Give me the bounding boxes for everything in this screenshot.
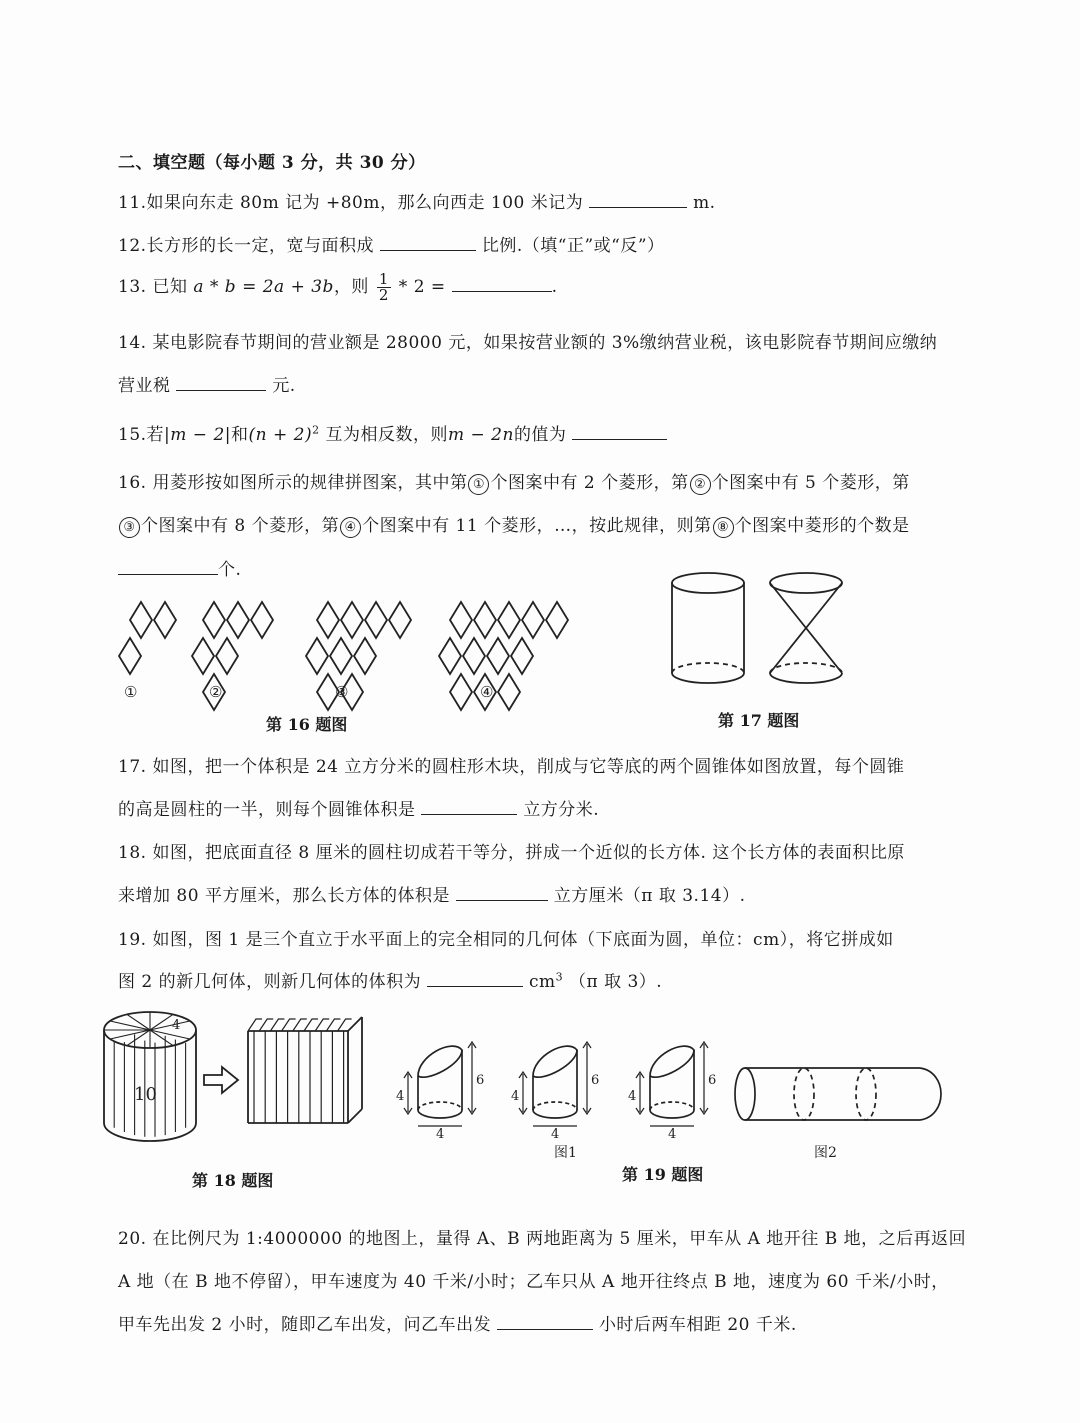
circled-number-8: ⑧ — [713, 517, 734, 538]
rhombus — [154, 602, 176, 638]
figure-17-caption: 第 17 题图 — [718, 711, 800, 730]
q17-blank[interactable] — [421, 798, 517, 815]
q11-blank[interactable] — [589, 191, 687, 208]
q13-pre: 13. 已知 — [118, 277, 188, 297]
rhombus — [511, 638, 533, 674]
q13-blank[interactable] — [452, 275, 552, 292]
fraction-denominator: 2 — [378, 286, 389, 304]
q16-mid1: 个图案中有 2 个菱形，第 — [490, 473, 689, 493]
fig19-figure2-label: 图2 — [814, 1145, 837, 1161]
pattern-label: ③ — [335, 683, 349, 701]
question-20-line1: 20. 在比例尺为 1:4000000 的地图上，量得 A、B 两地距离为 5 厘米，甲车从 A 地开往 B 地，之后再返回 — [118, 1229, 967, 1249]
q15-post: 的值为 — [513, 425, 567, 445]
cone-edge-2 — [806, 583, 842, 628]
rhombus — [251, 602, 273, 638]
question-12 — [118, 231, 665, 256]
rhombus — [192, 638, 214, 674]
q20-pre: 甲车先出发 2 小时，随即乙车出发，问乙车出发 — [118, 1315, 492, 1335]
figure-16-caption: 第 16 题图 — [266, 715, 348, 734]
trunc-slanted-top — [418, 1046, 462, 1077]
trunc-slanted-top — [650, 1046, 694, 1077]
q19-pre: 图 2 的新几何体，则新几何体的体积为 — [118, 972, 422, 992]
sliced-cylinder-bottom — [104, 1123, 196, 1141]
q18-after: 立方厘米（π 取 3.14）. — [553, 886, 746, 906]
height-6-arrow — [700, 1042, 708, 1114]
cone-edge-1 — [770, 583, 806, 628]
q15-exponent: 2 — [312, 423, 320, 437]
figure-18-caption: 第 18 题图 — [192, 1171, 274, 1190]
q15-mid1: 和 — [231, 425, 249, 445]
rhombus — [203, 602, 225, 638]
question-18-line2 — [118, 881, 746, 906]
q17-after: 立方分米. — [523, 800, 600, 820]
q13-after: . — [551, 277, 558, 297]
figure-19-caption: 第 19 题图 — [622, 1165, 704, 1184]
cylinder-height-label: 10 — [134, 1084, 157, 1105]
q14-after: 元. — [272, 376, 296, 396]
q15-abs-expression: |m − 2| — [164, 425, 231, 445]
dimension-label: 4 — [551, 1127, 560, 1142]
rhombus — [439, 638, 461, 674]
question-19-line1: 19. 如图，图 1 是三个直立于水平面上的完全相同的几何体（下底面为圆，单位：cm），将它拼成如 — [118, 930, 894, 950]
rhombus — [463, 638, 485, 674]
cone-bottom-back — [770, 663, 842, 673]
q13-expression: a * b = 2a + 3b — [193, 277, 334, 297]
trunc-base-front — [533, 1110, 577, 1118]
circled-number-2: ② — [690, 474, 711, 495]
question-20-line2: A 地（在 B 地不停留），甲车速度为 40 千米/小时；乙车只从 A 地开往终点 B 地，速度为 60 千米/小时， — [118, 1272, 949, 1292]
q15-pre: 15.若 — [118, 425, 165, 445]
circled-number-3: ③ — [119, 517, 140, 538]
trunc-slanted-top — [533, 1046, 577, 1077]
q16-end: 个图案中菱形的个数是 — [734, 516, 910, 536]
assembled-left-end — [735, 1068, 755, 1120]
cylinder-top-label: 4 — [172, 1018, 181, 1033]
cone-edge-4 — [806, 628, 842, 673]
dimension-label: 4 — [668, 1127, 677, 1142]
q13-mid: ，则 — [333, 277, 369, 297]
question-14-line2 — [118, 371, 296, 396]
cylinder-bottom-back — [672, 663, 744, 673]
assembled-cut-2 — [856, 1068, 876, 1120]
cone-bottom-front — [770, 673, 842, 683]
rhombus — [130, 602, 152, 638]
cone-edge-3 — [770, 628, 806, 673]
height-4-arrow — [636, 1072, 644, 1114]
trunc-base-back — [650, 1102, 694, 1110]
rhombus — [227, 602, 249, 638]
question-15 — [118, 420, 667, 445]
q19-unit-exponent: 3 — [555, 970, 564, 984]
q18-pre: 来增加 80 平方厘米，那么长方体的体积是 — [118, 886, 450, 906]
pattern-label: ① — [124, 683, 138, 701]
question-11 — [118, 188, 716, 213]
figure-17-cylinder-cones — [668, 568, 868, 698]
figure-19-geometry — [396, 1020, 960, 1161]
q20-blank[interactable] — [497, 1313, 593, 1330]
rhombus — [498, 674, 520, 710]
q15-expression: m − 2n — [448, 425, 514, 445]
rhombus — [354, 638, 376, 674]
q11-unit: m. — [693, 193, 716, 213]
pattern-label: ② — [209, 683, 223, 701]
question-13 — [118, 272, 557, 303]
height-6-arrow — [468, 1042, 476, 1114]
cone-top-base — [770, 573, 842, 593]
question-19-line2 — [118, 967, 662, 992]
q19-after: （π 取 3）. — [569, 972, 663, 992]
rhombus — [341, 602, 363, 638]
question-16-line3 — [118, 555, 241, 580]
q14-blank[interactable] — [176, 374, 266, 391]
q14-pre: 营业税 — [118, 376, 171, 396]
rhombus — [306, 638, 328, 674]
question-17-line2 — [118, 795, 599, 820]
height-4-arrow — [519, 1072, 527, 1114]
q16-blank[interactable] — [118, 558, 218, 575]
q16-mid3: 个图案中有 8 个菱形，第 — [141, 516, 340, 536]
rhombus — [216, 638, 238, 674]
rhombus — [317, 602, 339, 638]
cylinder-top — [672, 573, 744, 593]
question-14-line1: 14. 某电影院春节期间的营业额是 28000 元，如果按营业额的 3%缴纳营业税，该电影院春节期间应缴纳 — [118, 333, 938, 353]
q16-mid4: 个图案中有 11 个菱形，…，按此规律，则第 — [362, 516, 712, 536]
dimension-label: 4 — [396, 1089, 405, 1104]
trunc-base-back — [418, 1102, 462, 1110]
question-20-line3 — [118, 1310, 797, 1335]
pattern-label: ④ — [480, 683, 494, 701]
height-4-arrow — [404, 1072, 412, 1114]
height-6-arrow — [583, 1042, 591, 1114]
section-heading: 二、填空题（每小题 3 分，共 30 分） — [118, 153, 426, 173]
q15-mid2: 互为相反数，则 — [325, 425, 448, 445]
cuboid-bottom-right-edge — [348, 1109, 362, 1123]
rhombus — [498, 602, 520, 638]
circled-number-4: ④ — [340, 517, 361, 538]
q19-blank[interactable] — [427, 970, 523, 987]
q13-post: * 2 = — [398, 277, 446, 297]
q13-fraction — [377, 272, 391, 303]
question-17-line1: 17. 如图，把一个体积是 24 立方分米的圆柱形木块，削成与它等底的两个圆锥体如图放置，每个圆锥 — [118, 757, 905, 777]
question-16-line2 — [118, 511, 910, 538]
fig19-figure1-label: 图1 — [554, 1145, 577, 1161]
question-16-line1 — [118, 468, 910, 495]
q12-blank[interactable] — [380, 234, 476, 251]
circled-number-1: ① — [468, 474, 489, 495]
rhombus — [365, 602, 387, 638]
dimension-label: 6 — [591, 1073, 600, 1088]
figure-16-rhombus-patterns — [105, 585, 585, 715]
dimension-label: 6 — [476, 1073, 485, 1088]
rhombus — [487, 638, 509, 674]
q20-after: 小时后两车相距 20 千米. — [598, 1315, 797, 1335]
assembled-cut-1 — [794, 1068, 814, 1120]
q17-pre: 的高是圆柱的一半，则每个圆锥体积是 — [118, 800, 416, 820]
q16-mid2: 个图案中有 5 个菱形，第 — [711, 473, 910, 493]
trunc-base-front — [650, 1110, 694, 1118]
question-18-line1: 18. 如图，把底面直径 8 厘米的圆柱切成若干等分，拼成一个近似的长方体. 这个长方体的表面积比原 — [118, 843, 905, 863]
dimension-label: 4 — [511, 1089, 520, 1104]
assembled-right-end — [920, 1068, 941, 1120]
dimension-label: 6 — [708, 1073, 717, 1088]
q12-after: 比例.（填“正”或“反”） — [481, 236, 665, 256]
fraction-numerator: 1 — [378, 270, 389, 288]
q11-text: 11.如果向东走 80m 记为 +80m，那么向西走 100 米记为 — [118, 193, 584, 213]
trunc-base-back — [533, 1102, 577, 1110]
trunc-base-front — [418, 1110, 462, 1118]
q16-after: 个. — [218, 560, 242, 580]
rhombus — [474, 602, 496, 638]
right-arrow-icon — [204, 1067, 238, 1093]
rhombus — [546, 602, 568, 638]
dimension-label: 4 — [628, 1089, 637, 1104]
q12-text: 12.长方形的长一定，宽与面积成 — [118, 236, 375, 256]
q15-square-base: (n + 2) — [248, 425, 313, 445]
q16-pre: 16. 用菱形按如图所示的规律拼图案，其中第 — [118, 473, 468, 493]
q19-unit: cm — [528, 972, 556, 992]
cylinder-bottom-front — [672, 673, 744, 683]
dimension-label: 4 — [436, 1127, 445, 1142]
q18-blank[interactable] — [456, 884, 548, 901]
rhombus — [450, 602, 472, 638]
rhombus — [389, 602, 411, 638]
rhombus — [119, 638, 141, 674]
rhombus — [522, 602, 544, 638]
rhombus — [450, 674, 472, 710]
q15-blank[interactable] — [572, 423, 667, 440]
rhombus — [330, 638, 352, 674]
figure-18-cylinder-to-cuboid — [100, 1005, 380, 1155]
